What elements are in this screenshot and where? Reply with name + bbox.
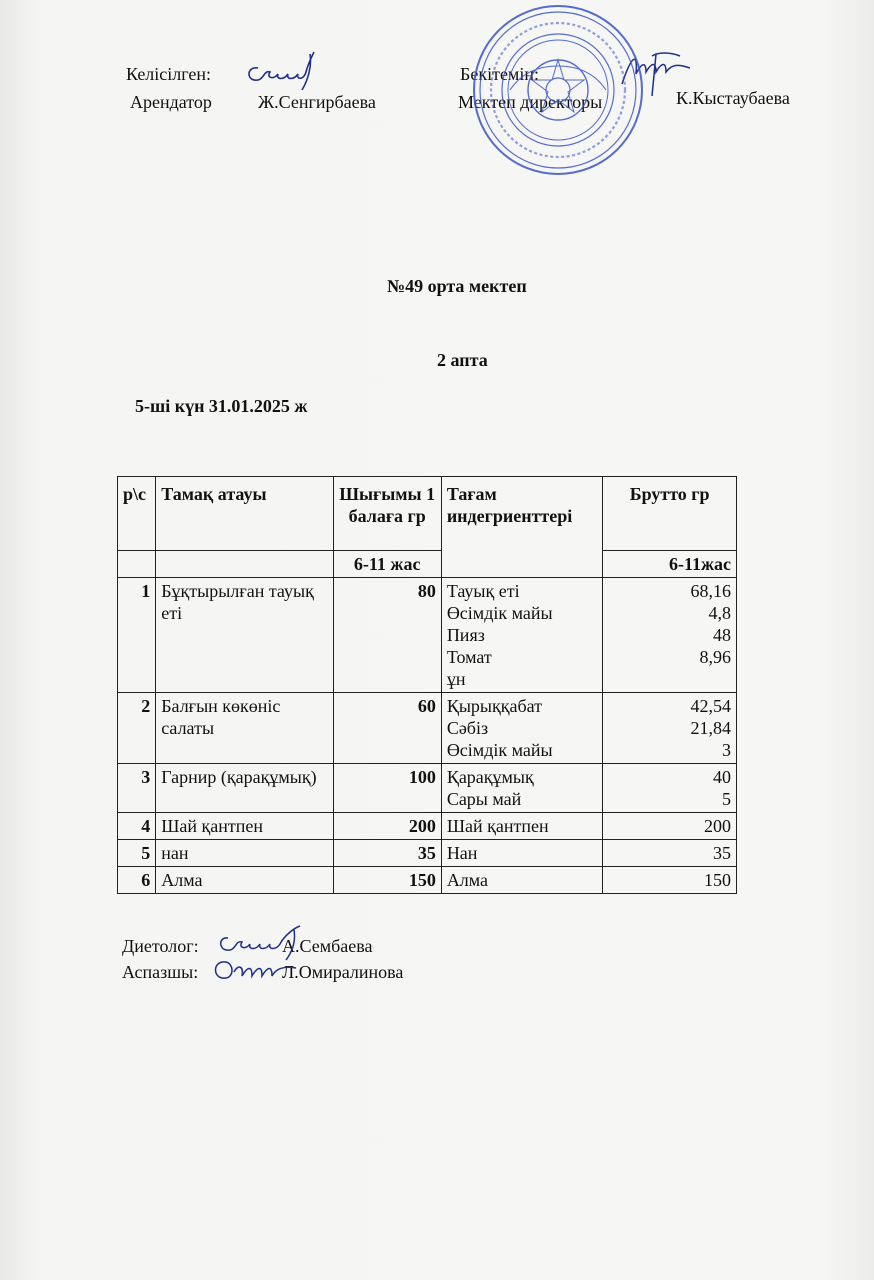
ingredient-item: Томат <box>446 647 492 667</box>
director-role: Мектеп директоры <box>458 92 603 112</box>
gross-value: 48 <box>713 625 731 645</box>
table-row <box>118 693 737 764</box>
dish-name: Гарнир (қарақұмық) <box>156 764 333 813</box>
approved-label: Бекітемін: <box>460 64 539 84</box>
dish-yield: 200 <box>333 813 441 840</box>
gross-value: 5 <box>722 789 731 809</box>
gross-value: 35 <box>713 843 731 863</box>
dish-yield: 35 <box>333 840 441 867</box>
ingredient-item: Өсімдік майы <box>446 603 553 623</box>
gross-value: 40 <box>713 767 731 787</box>
gross-cell <box>603 813 737 840</box>
ingredient-item: Қарақұмық <box>446 767 534 787</box>
gross-value: 42,54 <box>690 696 731 716</box>
header-ingredients: Тағам индегриенттері <box>441 477 602 578</box>
ingredients-cell <box>441 764 602 813</box>
table-row <box>118 867 737 894</box>
ingredient-item: Тауық еті <box>446 581 520 601</box>
gross-cell <box>603 764 737 813</box>
dish-name: Балғын көкөніс салаты <box>156 693 333 764</box>
ingredients-cell <box>441 867 602 894</box>
gross-value: 68,16 <box>690 581 731 601</box>
director-name: К.Кыстаубаева <box>676 88 790 108</box>
subheader-yield-age: 6-11 жас <box>333 551 441 578</box>
cook-label: Аспазшы: <box>122 962 199 982</box>
gross-value: 21,84 <box>690 718 731 738</box>
subheader-gross-age: 6-11жас <box>603 551 737 578</box>
table-header-row <box>118 477 737 551</box>
dish-yield: 80 <box>333 578 441 693</box>
table-row <box>118 578 737 693</box>
ingredient-item: Нан <box>446 843 478 863</box>
cook-name: Л.Омиралинова <box>282 962 404 982</box>
ingredient-item: ұн <box>446 669 466 689</box>
document-title: №49 орта мектеп <box>387 276 527 296</box>
dish-yield: 150 <box>333 867 441 894</box>
table-row <box>118 840 737 867</box>
row-number: 6 <box>118 867 156 894</box>
table-subheader-row <box>118 551 737 578</box>
ingredients-cell <box>441 840 602 867</box>
dish-name: нан <box>156 840 333 867</box>
gross-value: 3 <box>722 740 731 760</box>
tenant-name: Ж.Сенгирбаева <box>258 92 376 112</box>
ingredients-cell <box>441 693 602 764</box>
ingredient-item: Қырыққабат <box>446 696 543 716</box>
ingredient-item: Сары май <box>446 789 522 809</box>
gross-value: 8,96 <box>699 647 731 667</box>
header-dish: Тамақ атауы <box>156 477 333 551</box>
ingredient-item: Шай қантпен <box>446 816 549 836</box>
dish-yield: 100 <box>333 764 441 813</box>
subheader-empty-num <box>118 551 156 578</box>
ingredient-item: Пияз <box>446 625 485 645</box>
agreed-label: Келісілген: <box>126 64 212 84</box>
ingredients-cell <box>441 813 602 840</box>
row-number: 3 <box>118 764 156 813</box>
ingredient-item: Өсімдік майы <box>446 740 553 760</box>
gross-value: 4,8 <box>708 603 731 623</box>
cook-signature <box>204 950 304 990</box>
dish-name: Алма <box>156 867 333 894</box>
subheader-empty-dish <box>156 551 333 578</box>
gross-value: 150 <box>704 870 731 890</box>
gross-cell <box>603 867 737 894</box>
tenant-role: Арендатор <box>130 92 212 112</box>
row-number: 2 <box>118 693 156 764</box>
gross-cell <box>603 578 737 693</box>
gross-cell <box>603 693 737 764</box>
menu-table <box>117 476 737 894</box>
header-yield: Шығымы 1 балаға гр <box>333 477 441 551</box>
week-label: 2 апта <box>437 350 488 370</box>
gross-value: 200 <box>704 816 731 836</box>
dish-name: Бұқтырылған тауық еті <box>156 578 333 693</box>
row-number: 1 <box>118 578 156 693</box>
dietitian-label: Диетолог: <box>122 936 199 956</box>
dietitian-name: А.Сембаева <box>282 936 373 956</box>
ingredient-item: Сәбіз <box>446 718 489 738</box>
row-number: 4 <box>118 813 156 840</box>
gross-cell <box>603 840 737 867</box>
tenant-signature <box>240 46 330 96</box>
dish-name: Шай қантпен <box>156 813 333 840</box>
day-date: 5-ші күн 31.01.2025 ж <box>135 396 308 416</box>
header-gross: Брутто гр <box>603 477 737 551</box>
row-number: 5 <box>118 840 156 867</box>
table-row <box>118 813 737 840</box>
dish-yield: 60 <box>333 693 441 764</box>
table-row <box>118 764 737 813</box>
ingredients-cell <box>441 578 602 693</box>
header-num: р\с <box>118 477 156 551</box>
official-stamp <box>470 2 646 178</box>
ingredient-item: Алма <box>446 870 489 890</box>
